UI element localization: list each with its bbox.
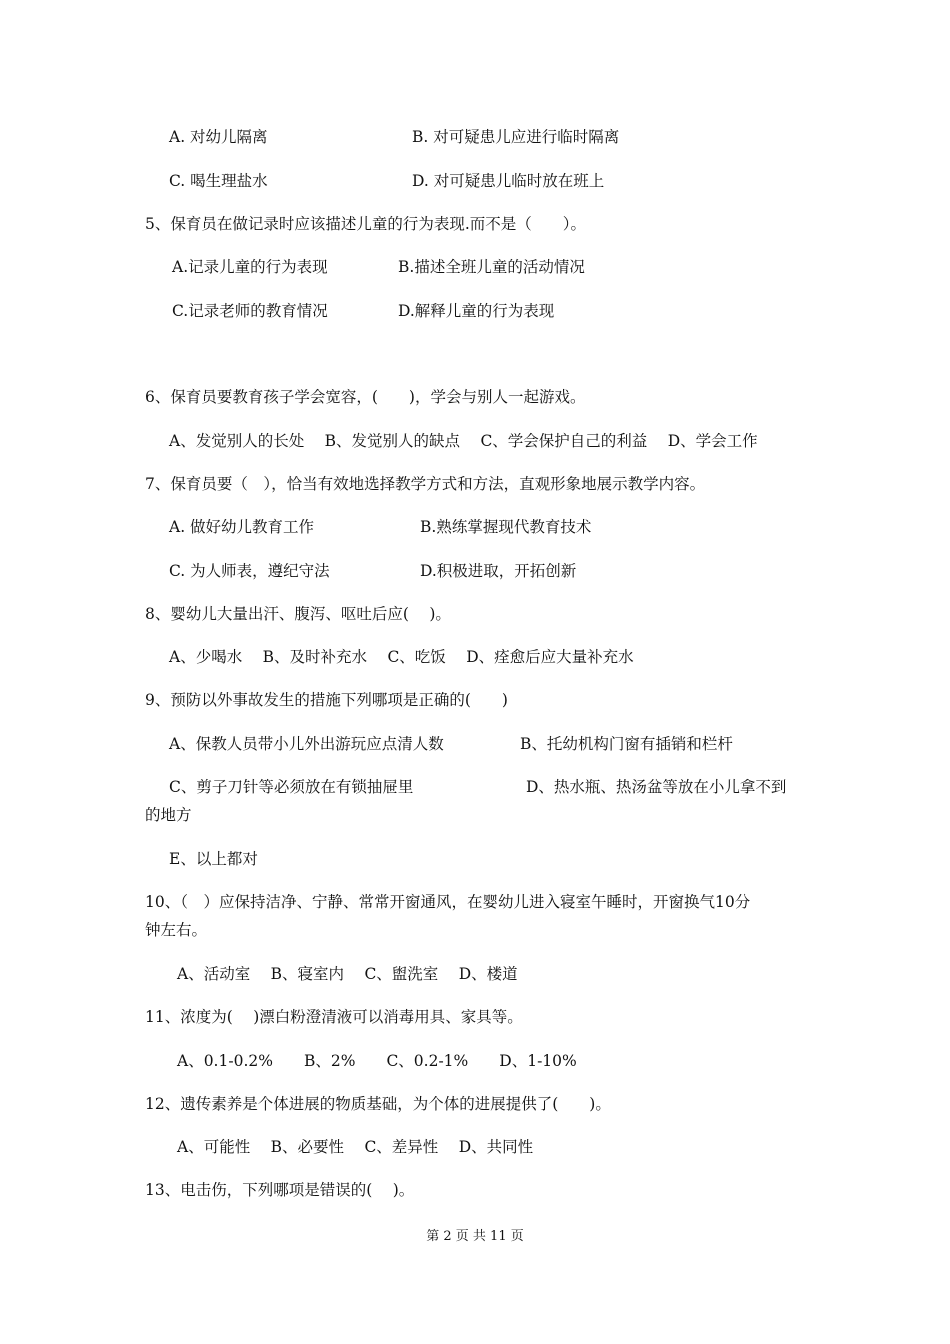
q9-option-d: D、热水瓶、热汤盆等放在小儿拿不到 xyxy=(526,778,787,796)
q5-stem: 5、保育员在做记录时应该描述儿童的行为表现.而不是（ ）。 xyxy=(145,215,587,233)
q4-option-d: D. 对可疑患儿临时放在班上 xyxy=(412,172,605,190)
q8-options: A、少喝水 B、及时补充水 C、吃饭 D、痊愈后应大量补充水 xyxy=(169,648,634,666)
q4-option-b: B. 对可疑患儿应进行临时隔离 xyxy=(412,128,620,146)
q7-option-d: D.积极进取，开拓创新 xyxy=(420,562,577,580)
q9-option-e: E、以上都对 xyxy=(169,850,258,868)
q7-stem: 7、保育员要（ ），恰当有效地选择教学方式和方法，直观形象地展示教学内容。 xyxy=(145,475,706,493)
q6-stem: 6、保育员要教育孩子学会宽容，( )，学会与别人一起游戏。 xyxy=(145,388,586,406)
q5-option-d: D.解释儿童的行为表现 xyxy=(398,302,555,320)
q11-options: A、0.1-0.2% B、2% C、0.2-1% D、1-10% xyxy=(177,1052,577,1070)
q5-option-c: C.记录老师的教育情况 xyxy=(172,302,328,320)
q12-options: A、可能性 B、必要性 C、差异性 D、共同性 xyxy=(177,1138,534,1156)
q7-option-a: A. 做好幼儿教育工作 xyxy=(169,518,315,536)
q9-stem: 9、预防以外事故发生的措施下列哪项是正确的( ) xyxy=(145,691,508,709)
q8-stem: 8、婴幼儿大量出汗、腹泻、呕吐后应( )。 xyxy=(145,605,451,623)
q12-stem: 12、遗传素养是个体进展的物质基础，为个体的进展提供了( )。 xyxy=(145,1095,611,1113)
page-footer: 第 2 页 共 11 页 xyxy=(426,1229,524,1244)
q13-stem: 13、电击伤，下列哪项是错误的( )。 xyxy=(145,1181,415,1199)
q11-stem: 11、浓度为( )漂白粉澄清液可以消毒用具、家具等。 xyxy=(145,1008,523,1026)
q10-options: A、活动室 B、寝室内 C、盥洗室 D、楼道 xyxy=(177,965,518,983)
q5-option-a: A.记录儿童的行为表现 xyxy=(172,258,328,276)
q9-option-c: C、剪子刀针等必须放在有锁抽屉里 xyxy=(169,778,414,796)
q5-option-b: B.描述全班儿童的活动情况 xyxy=(398,258,585,276)
q7-option-c: C. 为人师表，遵纪守法 xyxy=(169,562,330,580)
q4-option-a: A. 对幼儿隔离 xyxy=(169,128,268,146)
q9-option-d-continued: 的地方 xyxy=(145,806,192,824)
q4-option-c: C. 喝生理盐水 xyxy=(169,172,268,190)
q9-option-a: A、保教人员带小儿外出游玩应点清人数 xyxy=(169,735,444,753)
q10-stem: 10、（ ）应保持洁净、宁静、常常开窗通风，在婴幼儿进入寝室午睡时，开窗换气10分 xyxy=(145,893,751,911)
q9-option-b: B、托幼机构门窗有插销和栏杆 xyxy=(520,735,733,753)
q7-option-b: B.熟练掌握现代教育技术 xyxy=(420,518,592,536)
q10-stem-continued: 钟左右。 xyxy=(145,921,208,939)
q6-options: A、发觉别人的长处 B、发觉别人的缺点 C、学会保护自己的利益 D、学会工作 xyxy=(169,432,758,450)
